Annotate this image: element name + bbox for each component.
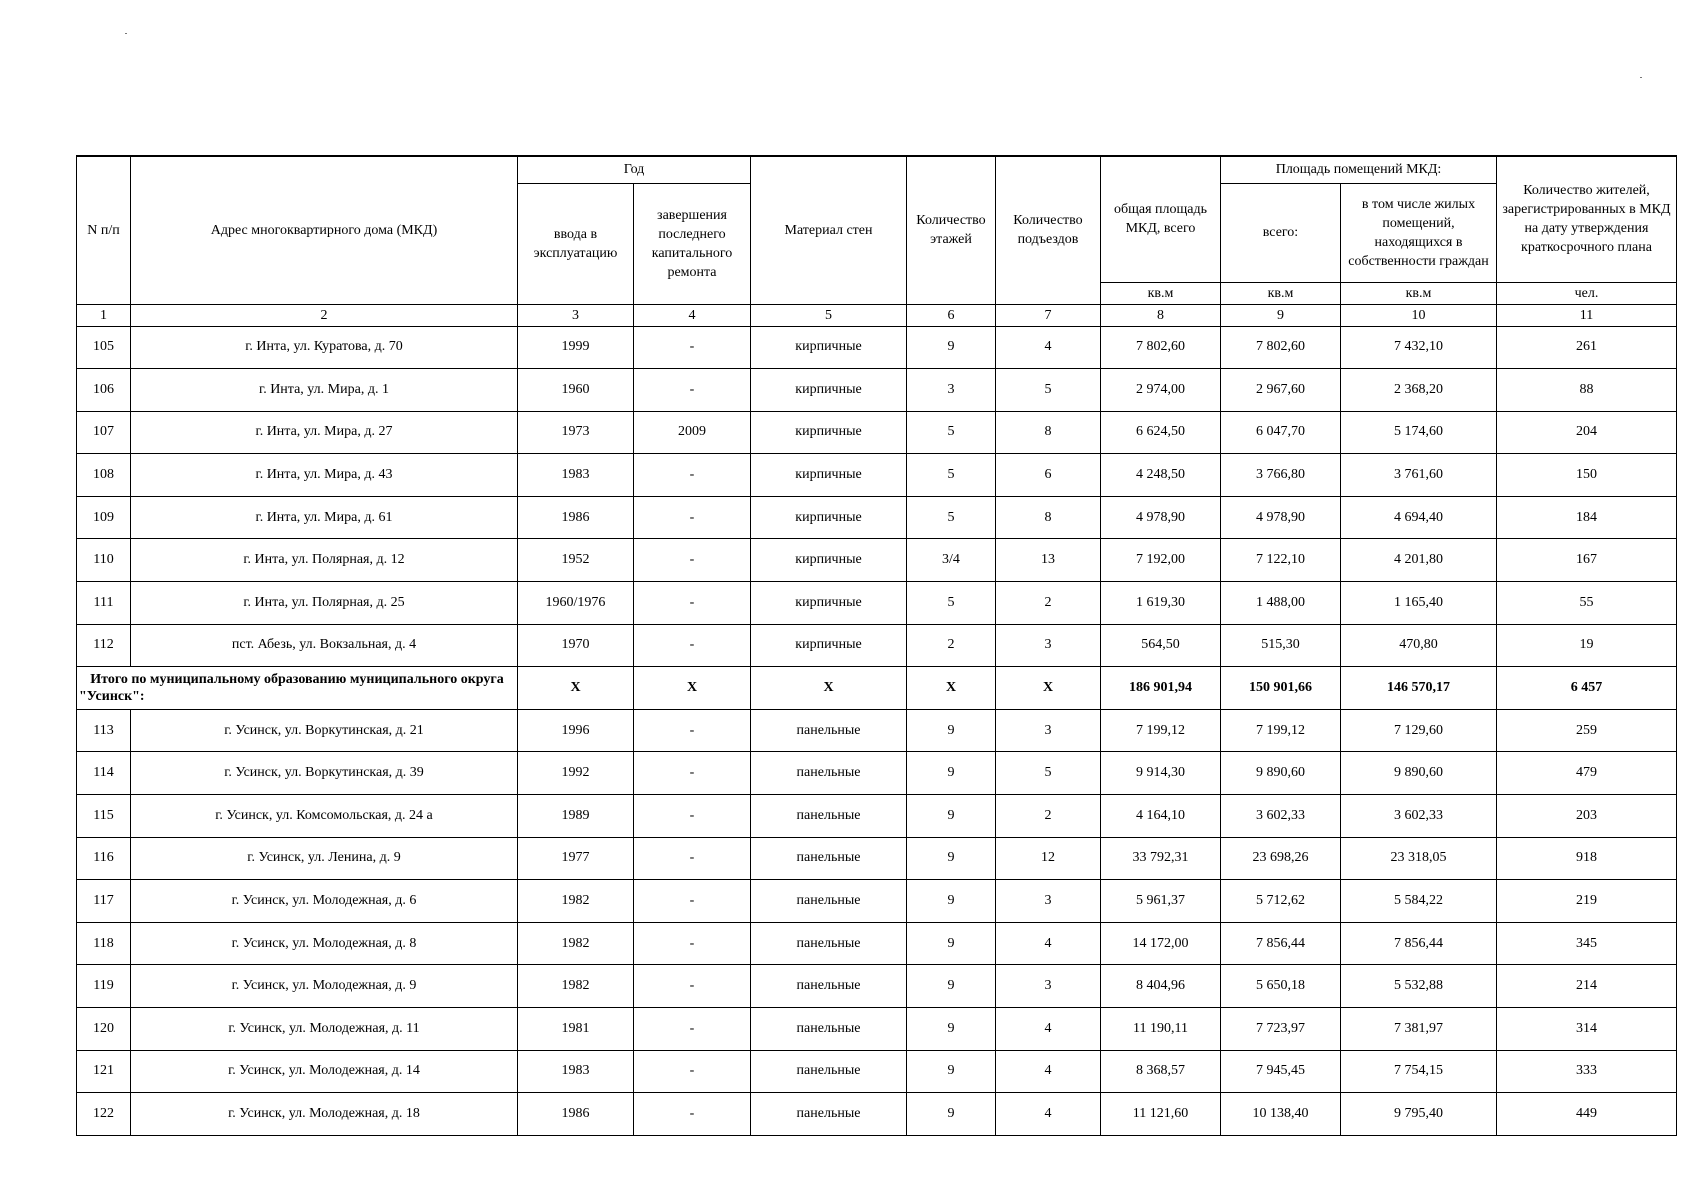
row-number: 110 [77,539,131,582]
floors-cell: 9 [907,709,996,752]
floors-cell: 5 [907,454,996,497]
area-all-cell: 10 138,40 [1221,1093,1341,1136]
column-number: 4 [634,304,751,326]
year-commissioned-cell: 1981 [518,1008,634,1051]
table-row [77,582,1677,625]
year-repair-cell: - [634,1008,751,1051]
area-all-cell: 7 723,97 [1221,1008,1341,1051]
table-row [77,880,1677,923]
wall-material-cell: кирпичные [751,624,907,667]
wall-material-cell: кирпичные [751,496,907,539]
year-commissioned-cell: 1989 [518,795,634,838]
wall-material-cell: панельные [751,837,907,880]
wall-material-cell: панельные [751,880,907,923]
entrances-cell: 3 [996,709,1101,752]
total-area-residential: 146 570,17 [1341,667,1497,710]
wall-material-cell: панельные [751,1008,907,1051]
floors-cell: 3/4 [907,539,996,582]
table-row [77,454,1677,497]
table-row [77,496,1677,539]
address-cell: пст. Абезь, ул. Вокзальная, д. 4 [131,624,518,667]
row-number: 115 [77,795,131,838]
entrances-cell: 4 [996,1050,1101,1093]
header-residents: Количество жителей, зарегистрированных в МКД на дату утверждения краткосрочного плана [1497,156,1677,282]
unit-total-area: кв.м [1101,282,1221,304]
table-row [77,922,1677,965]
header-area-all: всего: [1221,183,1341,282]
entrances-cell: 13 [996,539,1101,582]
year-commissioned-cell: 1982 [518,965,634,1008]
total-entrances: X [996,667,1101,710]
area-all-cell: 7 802,60 [1221,326,1341,369]
total-area-cell: 6 624,50 [1101,411,1221,454]
year-commissioned-cell: 1999 [518,326,634,369]
entrances-cell: 8 [996,496,1101,539]
year-repair-cell: - [634,369,751,412]
header-address: Адрес многоквартирного дома (МКД) [131,156,518,304]
row-number: 122 [77,1093,131,1136]
address-cell: г. Усинск, ул. Молодежная, д. 14 [131,1050,518,1093]
area-residential-cell: 2 368,20 [1341,369,1497,412]
area-all-cell: 515,30 [1221,624,1341,667]
entrances-cell: 2 [996,582,1101,625]
total-wall-material: X [751,667,907,710]
row-number: 121 [77,1050,131,1093]
residents-cell: 19 [1497,624,1677,667]
total-area-all: 150 901,66 [1221,667,1341,710]
entrances-cell: 4 [996,326,1101,369]
total-area-cell: 7 802,60 [1101,326,1221,369]
year-commissioned-cell: 1992 [518,752,634,795]
total-area-cell: 14 172,00 [1101,922,1221,965]
address-cell: г. Усинск, ул. Молодежная, д. 11 [131,1008,518,1051]
address-cell: г. Усинск, ул. Молодежная, д. 6 [131,880,518,923]
total-area-cell: 1 619,30 [1101,582,1221,625]
address-cell: г. Усинск, ул. Воркутинская, д. 21 [131,709,518,752]
table-row [77,539,1677,582]
area-all-cell: 3 602,33 [1221,795,1341,838]
table-row [77,752,1677,795]
area-residential-cell: 23 318,05 [1341,837,1497,880]
header-year-last-repair: завершения последнего капитального ремонта [634,183,751,304]
wall-material-cell: панельные [751,709,907,752]
area-all-cell: 7 199,12 [1221,709,1341,752]
year-commissioned-cell: 1986 [518,1093,634,1136]
area-all-cell: 2 967,60 [1221,369,1341,412]
row-number: 119 [77,965,131,1008]
address-cell: г. Усинск, ул. Комсомольская, д. 24 а [131,795,518,838]
entrances-cell: 3 [996,880,1101,923]
unit-area-residential: кв.м [1341,282,1497,304]
total-area-cell: 8 404,96 [1101,965,1221,1008]
address-cell: г. Инта, ул. Полярная, д. 25 [131,582,518,625]
header-floors: Количество этажей [907,156,996,304]
area-all-cell: 7 856,44 [1221,922,1341,965]
area-all-cell: 3 766,80 [1221,454,1341,497]
wall-material-cell: панельные [751,922,907,965]
year-repair-cell: - [634,880,751,923]
table-row [77,1093,1677,1136]
wall-material-cell: кирпичные [751,539,907,582]
column-number: 8 [1101,304,1221,326]
table-row [77,1008,1677,1051]
total-year-commissioned: X [518,667,634,710]
table-row [77,369,1677,412]
column-number: 9 [1221,304,1341,326]
residents-cell: 259 [1497,709,1677,752]
residents-cell: 261 [1497,326,1677,369]
total-area-cell: 11 190,11 [1101,1008,1221,1051]
area-residential-cell: 9 890,60 [1341,752,1497,795]
total-area-cell: 4 248,50 [1101,454,1221,497]
total-area-cell: 11 121,60 [1101,1093,1221,1136]
entrances-cell: 8 [996,411,1101,454]
total-floors: X [907,667,996,710]
address-cell: г. Усинск, ул. Ленина, д. 9 [131,837,518,880]
residents-cell: 150 [1497,454,1677,497]
residents-cell: 167 [1497,539,1677,582]
column-number-row [77,304,1677,326]
year-commissioned-cell: 1996 [518,709,634,752]
year-commissioned-cell: 1982 [518,922,634,965]
entrances-cell: 3 [996,965,1101,1008]
total-total-area: 186 901,94 [1101,667,1221,710]
entrances-cell: 2 [996,795,1101,838]
header-row-number: N п/п [77,156,131,304]
year-commissioned-cell: 1983 [518,454,634,497]
floors-cell: 9 [907,1050,996,1093]
total-area-cell: 9 914,30 [1101,752,1221,795]
floors-cell: 5 [907,582,996,625]
area-residential-cell: 9 795,40 [1341,1093,1497,1136]
row-number: 112 [77,624,131,667]
area-residential-cell: 3 761,60 [1341,454,1497,497]
column-number: 7 [996,304,1101,326]
column-number: 6 [907,304,996,326]
wall-material-cell: панельные [751,752,907,795]
year-repair-cell: - [634,1093,751,1136]
area-residential-cell: 5 174,60 [1341,411,1497,454]
address-cell: г. Инта, ул. Мира, д. 43 [131,454,518,497]
area-residential-cell: 7 381,97 [1341,1008,1497,1051]
header-area-group: Площадь помещений МКД: [1221,156,1497,183]
wall-material-cell: кирпичные [751,411,907,454]
year-commissioned-cell: 1982 [518,880,634,923]
year-repair-cell: - [634,795,751,838]
year-repair-cell: - [634,1050,751,1093]
address-cell: г. Усинск, ул. Воркутинская, д. 39 [131,752,518,795]
address-cell: г. Усинск, ул. Молодежная, д. 9 [131,965,518,1008]
address-cell: г. Усинск, ул. Молодежная, д. 18 [131,1093,518,1136]
header-year-commissioned: ввода в эксплуатацию [518,183,634,304]
total-label: Итого по муниципальному образованию муниципального округа "Усинск": [77,667,518,710]
row-number: 109 [77,496,131,539]
row-number: 117 [77,880,131,923]
row-number: 106 [77,369,131,412]
column-number: 5 [751,304,907,326]
year-repair-cell: - [634,837,751,880]
row-number: 111 [77,582,131,625]
entrances-cell: 6 [996,454,1101,497]
area-all-cell: 1 488,00 [1221,582,1341,625]
area-all-cell: 4 978,90 [1221,496,1341,539]
floors-cell: 9 [907,1093,996,1136]
year-repair-cell: - [634,539,751,582]
total-area-cell: 4 164,10 [1101,795,1221,838]
table-row [77,709,1677,752]
floors-cell: 3 [907,369,996,412]
entrances-cell: 5 [996,369,1101,412]
row-number: 118 [77,922,131,965]
row-number: 107 [77,411,131,454]
area-residential-cell: 7 856,44 [1341,922,1497,965]
unit-residents: чел. [1497,282,1677,304]
column-number: 10 [1341,304,1497,326]
entrances-cell: 5 [996,752,1101,795]
floors-cell: 5 [907,496,996,539]
floors-cell: 2 [907,624,996,667]
residents-cell: 55 [1497,582,1677,625]
address-cell: г. Инта, ул. Куратова, д. 70 [131,326,518,369]
row-number: 114 [77,752,131,795]
wall-material-cell: панельные [751,795,907,838]
area-residential-cell: 7 129,60 [1341,709,1497,752]
year-commissioned-cell: 1973 [518,411,634,454]
total-area-cell: 7 192,00 [1101,539,1221,582]
wall-material-cell: панельные [751,965,907,1008]
scan-speck [1640,77,1642,78]
year-repair-cell: - [634,582,751,625]
floors-cell: 9 [907,922,996,965]
residents-cell: 918 [1497,837,1677,880]
scan-speck [125,33,127,34]
column-number: 1 [77,304,131,326]
total-area-cell: 4 978,90 [1101,496,1221,539]
table-header [77,156,1677,326]
residents-cell: 184 [1497,496,1677,539]
residents-cell: 219 [1497,880,1677,923]
residents-cell: 314 [1497,1008,1677,1051]
area-all-cell: 23 698,26 [1221,837,1341,880]
header-entrances: Количество подъездов [996,156,1101,304]
unit-area-all: кв.м [1221,282,1341,304]
table-row [77,1050,1677,1093]
entrances-cell: 4 [996,1093,1101,1136]
area-residential-cell: 4 201,80 [1341,539,1497,582]
floors-cell: 9 [907,1008,996,1051]
residents-cell: 449 [1497,1093,1677,1136]
area-residential-cell: 7 432,10 [1341,326,1497,369]
entrances-cell: 3 [996,624,1101,667]
wall-material-cell: кирпичные [751,369,907,412]
total-area-cell: 564,50 [1101,624,1221,667]
wall-material-cell: кирпичные [751,326,907,369]
residents-cell: 333 [1497,1050,1677,1093]
area-all-cell: 6 047,70 [1221,411,1341,454]
total-area-cell: 5 961,37 [1101,880,1221,923]
floors-cell: 9 [907,752,996,795]
column-number: 3 [518,304,634,326]
year-repair-cell: - [634,922,751,965]
year-repair-cell: 2009 [634,411,751,454]
address-cell: г. Инта, ул. Мира, д. 1 [131,369,518,412]
year-commissioned-cell: 1952 [518,539,634,582]
total-area-cell: 2 974,00 [1101,369,1221,412]
table-row [77,624,1677,667]
address-cell: г. Инта, ул. Мира, д. 61 [131,496,518,539]
entrances-cell: 4 [996,1008,1101,1051]
floors-cell: 5 [907,411,996,454]
row-number: 113 [77,709,131,752]
wall-material-cell: кирпичные [751,454,907,497]
area-all-cell: 7 122,10 [1221,539,1341,582]
area-residential-cell: 470,80 [1341,624,1497,667]
year-commissioned-cell: 1983 [518,1050,634,1093]
year-repair-cell: - [634,326,751,369]
entrances-cell: 4 [996,922,1101,965]
year-commissioned-cell: 1970 [518,624,634,667]
area-all-cell: 5 712,62 [1221,880,1341,923]
address-cell: г. Усинск, ул. Молодежная, д. 8 [131,922,518,965]
row-number: 108 [77,454,131,497]
table-row [77,837,1677,880]
residents-cell: 214 [1497,965,1677,1008]
residents-cell: 479 [1497,752,1677,795]
residents-cell: 345 [1497,922,1677,965]
total-residents: 6 457 [1497,667,1677,710]
column-number: 11 [1497,304,1677,326]
floors-cell: 9 [907,965,996,1008]
area-all-cell: 5 650,18 [1221,965,1341,1008]
area-residential-cell: 4 694,40 [1341,496,1497,539]
floors-cell: 9 [907,795,996,838]
year-repair-cell: - [634,624,751,667]
year-repair-cell: - [634,709,751,752]
total-area-cell: 33 792,31 [1101,837,1221,880]
year-repair-cell: - [634,454,751,497]
total-area-cell: 7 199,12 [1101,709,1221,752]
row-number: 105 [77,326,131,369]
column-number: 2 [131,304,518,326]
table-row [77,965,1677,1008]
year-repair-cell: - [634,752,751,795]
floors-cell: 9 [907,837,996,880]
table-body [77,326,1677,1136]
row-number: 116 [77,837,131,880]
header-area-residential: в том числе жилых помещений, находящихся в собственности граждан [1341,183,1497,282]
area-residential-cell: 5 532,88 [1341,965,1497,1008]
floors-cell: 9 [907,326,996,369]
area-residential-cell: 5 584,22 [1341,880,1497,923]
total-year-repair: X [634,667,751,710]
header-wall-material: Материал стен [751,156,907,304]
floors-cell: 9 [907,880,996,923]
area-residential-cell: 7 754,15 [1341,1050,1497,1093]
table-row [77,411,1677,454]
area-all-cell: 9 890,60 [1221,752,1341,795]
year-commissioned-cell: 1960 [518,369,634,412]
year-commissioned-cell: 1977 [518,837,634,880]
total-row [77,667,1677,710]
header-total-area: общая площадь МКД, всего [1101,156,1221,282]
entrances-cell: 12 [996,837,1101,880]
year-repair-cell: - [634,965,751,1008]
address-cell: г. Инта, ул. Полярная, д. 12 [131,539,518,582]
year-commissioned-cell: 1960/1976 [518,582,634,625]
table-row [77,795,1677,838]
total-area-cell: 8 368,57 [1101,1050,1221,1093]
wall-material-cell: панельные [751,1093,907,1136]
residents-cell: 204 [1497,411,1677,454]
residents-cell: 88 [1497,369,1677,412]
year-commissioned-cell: 1986 [518,496,634,539]
row-number: 120 [77,1008,131,1051]
address-cell: г. Инта, ул. Мира, д. 27 [131,411,518,454]
table-row [77,326,1677,369]
wall-material-cell: кирпичные [751,582,907,625]
header-year-group: Год [518,156,751,183]
area-residential-cell: 3 602,33 [1341,795,1497,838]
year-repair-cell: - [634,496,751,539]
housing-register-table [76,155,1677,1136]
area-residential-cell: 1 165,40 [1341,582,1497,625]
residents-cell: 203 [1497,795,1677,838]
area-all-cell: 7 945,45 [1221,1050,1341,1093]
wall-material-cell: панельные [751,1050,907,1093]
